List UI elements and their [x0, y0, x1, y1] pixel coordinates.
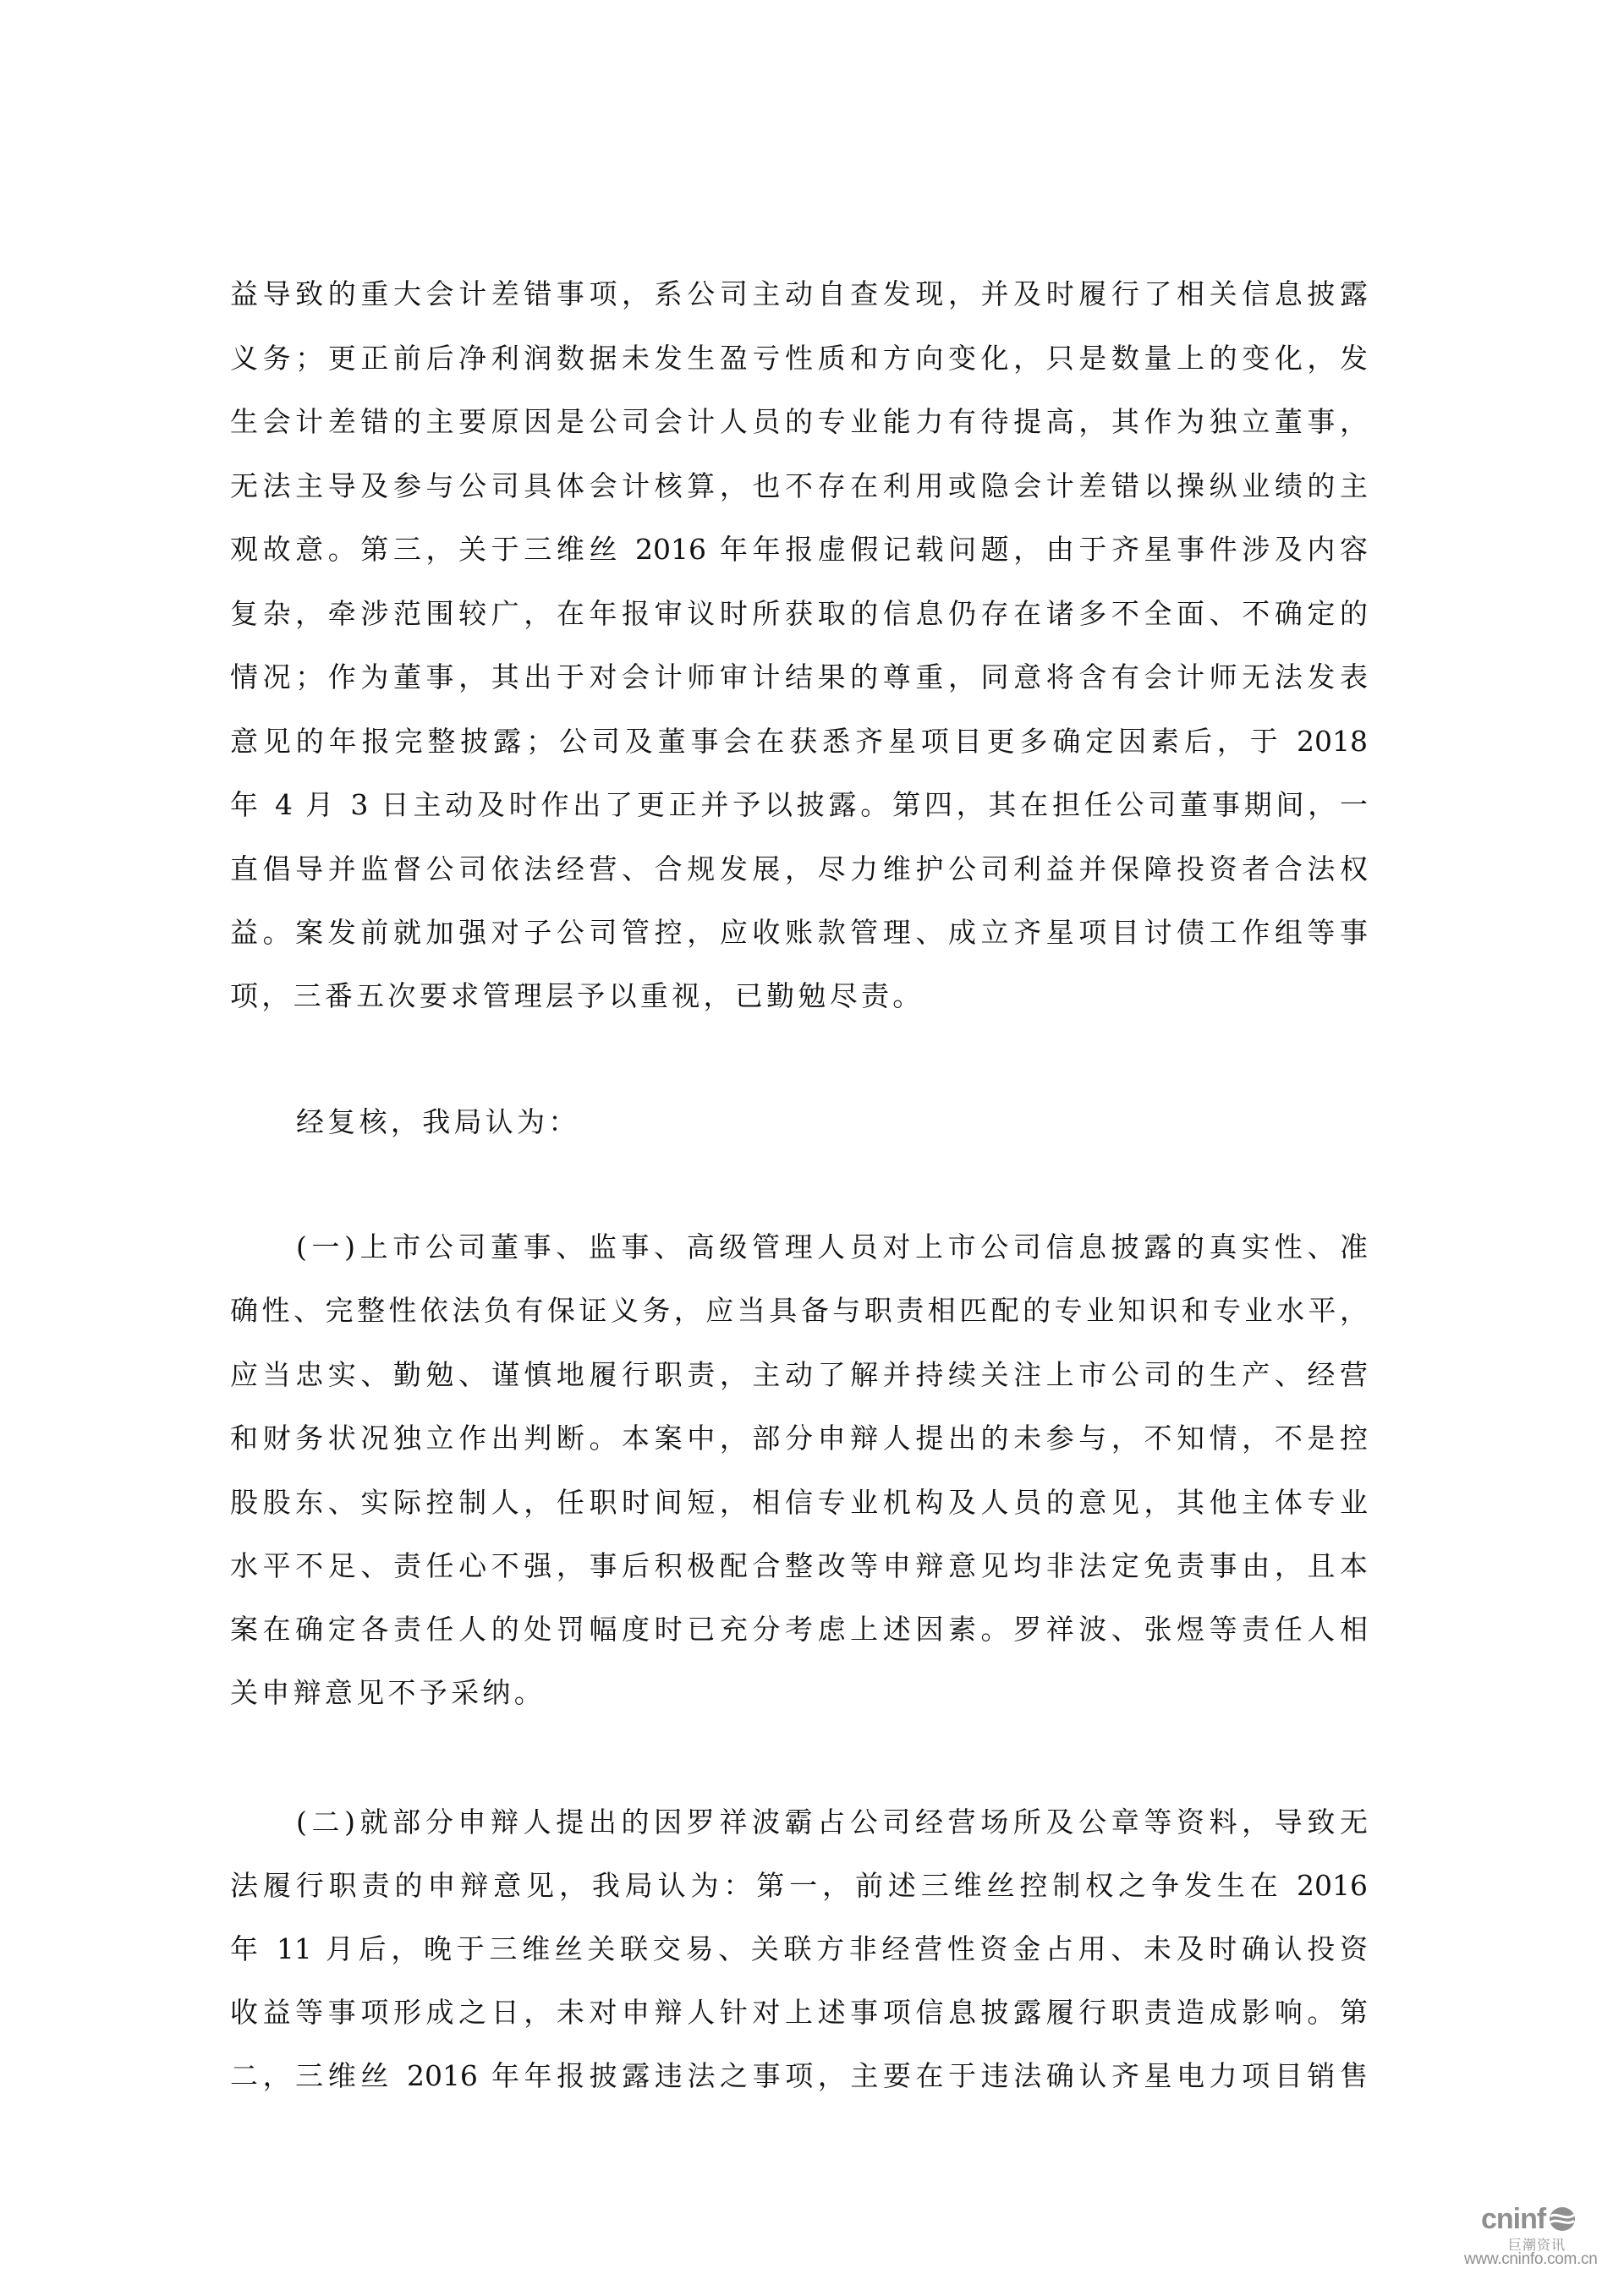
text-line: 观故意。第三，关于三维丝 2016 年年报虚假记载问题，由于齐星事件涉及内容 [230, 533, 1368, 566]
cninfo-watermark [1459, 2199, 1620, 2275]
text-line: 项，三番五次要求管理层予以重视，已勤勉尽责。 [230, 979, 924, 1012]
text-line: 确性、完整性依法负有保证义务，应当具备与职责相匹配的专业知识和专业水平， [230, 1294, 1368, 1327]
text-line: 和财务状况独立作出判断。本案中，部分申辩人提出的未参与，不知情，不是控 [230, 1422, 1368, 1455]
text-line: (一)上市公司董事、监事、高级管理人员对上市公司信息披露的真实性、准 [296, 1230, 1368, 1263]
text-line: 益。案发前就加强对子公司管控，应收账款管理、成立齐星项目讨债工作组等事 [230, 916, 1368, 949]
text-line: 义务；更正前后净利润数据未发生盈亏性质和方向变化，只是数量上的变化，发 [230, 342, 1368, 375]
text-line: 年 4 月 3 日主动及时作出了更正并予以披露。第四，其在担任公司董事期间，一 [230, 788, 1368, 821]
watermark-url: www.cninfo.com.cn [1464, 2250, 1598, 2268]
text-line: 法履行职责的申辩意见，我局认为：第一，前述三维丝控制权之争发生在 2016 [230, 1869, 1368, 1902]
text-line: 无法主导及参与公司具体会计核算，也不存在利用或隐会计差错以操纵业绩的主 [230, 469, 1368, 502]
text-line: 年 11 月后，晚于三维丝关联交易、关联方非经营性资金占用、未及时确认投资 [230, 1932, 1368, 1965]
text-line: 关申辩意见不予采纳。 [230, 1676, 546, 1709]
cninfo-swirl-icon [1548, 2206, 1577, 2232]
text-line: 生会计差错的主要原因是公司会计人员的专业能力有待提高，其作为独立董事， [230, 405, 1368, 438]
text-line: 股股东、实际控制人，任职时间短，相信专业机构及人员的意见，其他主体专业 [230, 1486, 1368, 1519]
watermark-logo-text: cninf [1481, 2203, 1546, 2235]
section-heading: 经复核，我局认为： [296, 1105, 580, 1138]
text-line: (二)就部分申辩人提出的因罗祥波霸占公司经营场所及公章等资料，导致无 [296, 1806, 1368, 1838]
text-line: 益导致的重大会计差错事项，系公司主动自查发现，并及时履行了相关信息披露 [230, 277, 1368, 310]
text-line: 应当忠实、勤勉、谨慎地履行职责，主动了解并持续关注上市公司的生产、经营 [230, 1358, 1368, 1391]
text-line: 意见的年报完整披露；公司及董事会在获悉齐星项目更多确定因素后，于 2018 [230, 725, 1368, 758]
text-line: 水平不足、责任心不强，事后积极配合整改等申辩意见均非法定免责事由，且本 [230, 1549, 1368, 1582]
text-line: 二，三维丝 2016 年年报披露违法之事项，主要在于违法确认齐星电力项目销售 [230, 2059, 1368, 2092]
text-line: 复杂，牵涉范围较广，在年报审议时所获取的信息仍存在诸多不全面、不确定的 [230, 597, 1368, 630]
text-line: 收益等事项形成之日，未对申辩人针对上述事项信息披露履行职责造成影响。第 [230, 1996, 1368, 2029]
text-line: 案在确定各责任人的处罚幅度时已充分考虑上述因素。罗祥波、张煜等责任人相 [230, 1613, 1368, 1646]
text-line: 直倡导并监督公司依法经营、合规发展，尽力维护公司利益并保障投资者合法权 [230, 852, 1368, 885]
watermark-logo [1481, 2203, 1577, 2235]
text-line: 情况；作为董事，其出于对会计师审计结果的尊重，同意将含有会计师无法发表 [230, 660, 1368, 693]
watermark-name-cn: 巨潮资讯 [1508, 2237, 1566, 2253]
